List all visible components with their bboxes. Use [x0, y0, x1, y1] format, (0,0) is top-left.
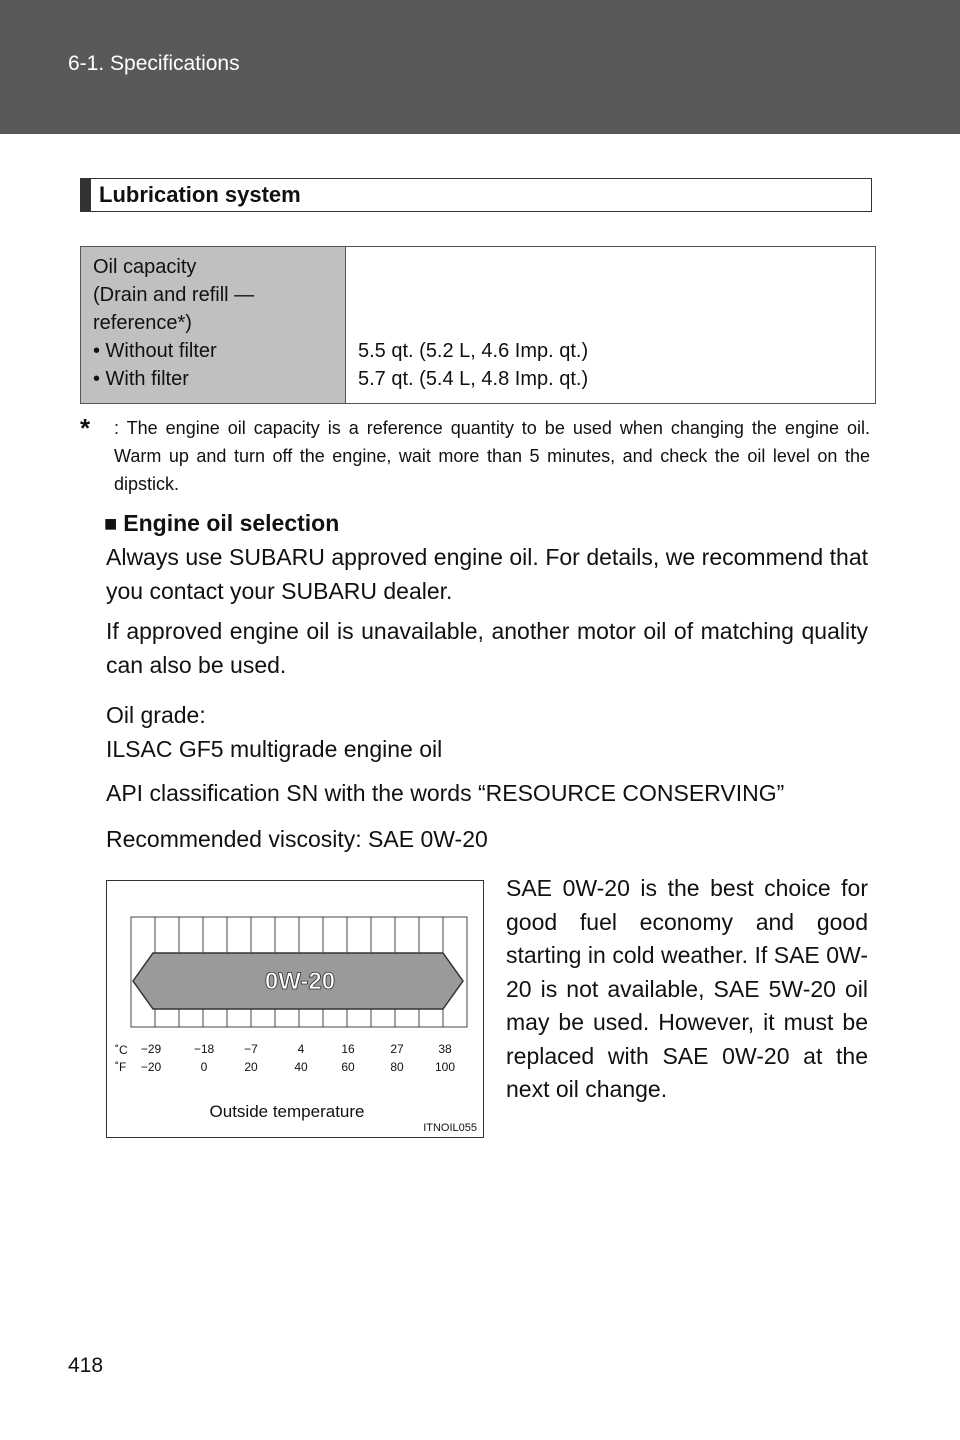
paragraph-alternative-oil: If approved engine oil is unavailable, another motor oil of matching quality can also be used.	[106, 618, 868, 678]
subheading-text: Engine oil selection	[123, 510, 340, 536]
fahrenheit-tick-label: 20	[244, 1060, 258, 1074]
label-line: (Drain and refill —	[93, 284, 255, 306]
grade-label: 0W-20	[264, 968, 336, 995]
label-line-without-filter: • Without filter	[93, 340, 217, 362]
oil-capacity-table	[80, 246, 876, 404]
celsius-tick-label: 16	[341, 1042, 355, 1056]
footnote-mark: *	[80, 413, 91, 443]
figure-code: ITNOIL055	[423, 1122, 477, 1134]
recommended-viscosity: Recommended viscosity: SAE 0W-20	[106, 826, 488, 852]
outside-temperature-label: Outside temperature	[209, 1102, 365, 1121]
fahrenheit-tick-label: −20	[140, 1060, 162, 1074]
celsius-tick-label: 4	[297, 1042, 305, 1056]
page-number: 418	[68, 1354, 104, 1377]
oil-capacity-label-cell	[81, 247, 346, 404]
oil-capacity-value-cell	[346, 247, 876, 404]
square-bullet-icon: ■	[104, 511, 118, 536]
engine-oil-selection-heading	[104, 510, 339, 537]
label-line-with-filter: • With filter	[93, 368, 189, 390]
celsius-unit-label: ˚C	[115, 1043, 128, 1057]
fahrenheit-tick-label: 0	[200, 1060, 208, 1074]
footnote-text: : The engine oil capacity is a reference quantity to be used when changing the engine oil. Warm up and turn off the engine, wait more than 5 minutes, and check the oil level on the dipstick.	[114, 418, 870, 494]
celsius-tick-label: 38	[438, 1042, 452, 1056]
fahrenheit-unit-label: ˚F	[115, 1060, 127, 1074]
celsius-tick-label: −7	[244, 1042, 258, 1056]
label-line: Oil capacity	[93, 256, 197, 278]
heading-accent-bar	[81, 179, 91, 211]
value-with-filter: 5.7 qt. (5.4 L, 4.8 Imp. qt.)	[358, 368, 589, 390]
label-line: reference*)	[93, 312, 192, 334]
celsius-tick-label: −29	[140, 1042, 162, 1056]
fahrenheit-tick-label: 80	[390, 1060, 404, 1074]
paragraph-approved-oil: Always use SUBARU approved engine oil. For details, we recommend that you contact your SUBARU dealer.	[106, 544, 868, 604]
api-classification: API classification SN with the words “RESOURCE CONSERVING”	[106, 780, 785, 806]
section-label: 6-1. Specifications	[68, 52, 240, 75]
value-without-filter: 5.5 qt. (5.2 L, 4.6 Imp. qt.)	[358, 340, 589, 362]
header-bar	[0, 0, 960, 134]
viscosity-note: SAE 0W-20 is the best choice for good fuel economy and good starting in cold weather. If SAE 0W-20 is not available, SAE 5W-20 oil may be used. However, it must be replaced with SAE 0W-20 at the next oil change.	[506, 875, 868, 1102]
section-heading	[80, 178, 872, 212]
oil-grade-label: Oil grade:	[106, 702, 206, 728]
viscosity-chart-svg	[107, 881, 483, 1137]
footnote	[80, 414, 870, 498]
fahrenheit-tick-label: 60	[341, 1060, 355, 1074]
section-title: Lubrication system	[99, 182, 301, 207]
viscosity-chart	[106, 880, 484, 1138]
temperature-ticks	[141, 1042, 456, 1074]
fahrenheit-tick-label: 100	[434, 1060, 456, 1074]
fahrenheit-tick-label: 40	[294, 1060, 308, 1074]
celsius-tick-label: 27	[390, 1042, 404, 1056]
oil-grade-value: ILSAC GF5 multigrade engine oil	[106, 736, 443, 762]
celsius-tick-label: −18	[193, 1042, 215, 1056]
